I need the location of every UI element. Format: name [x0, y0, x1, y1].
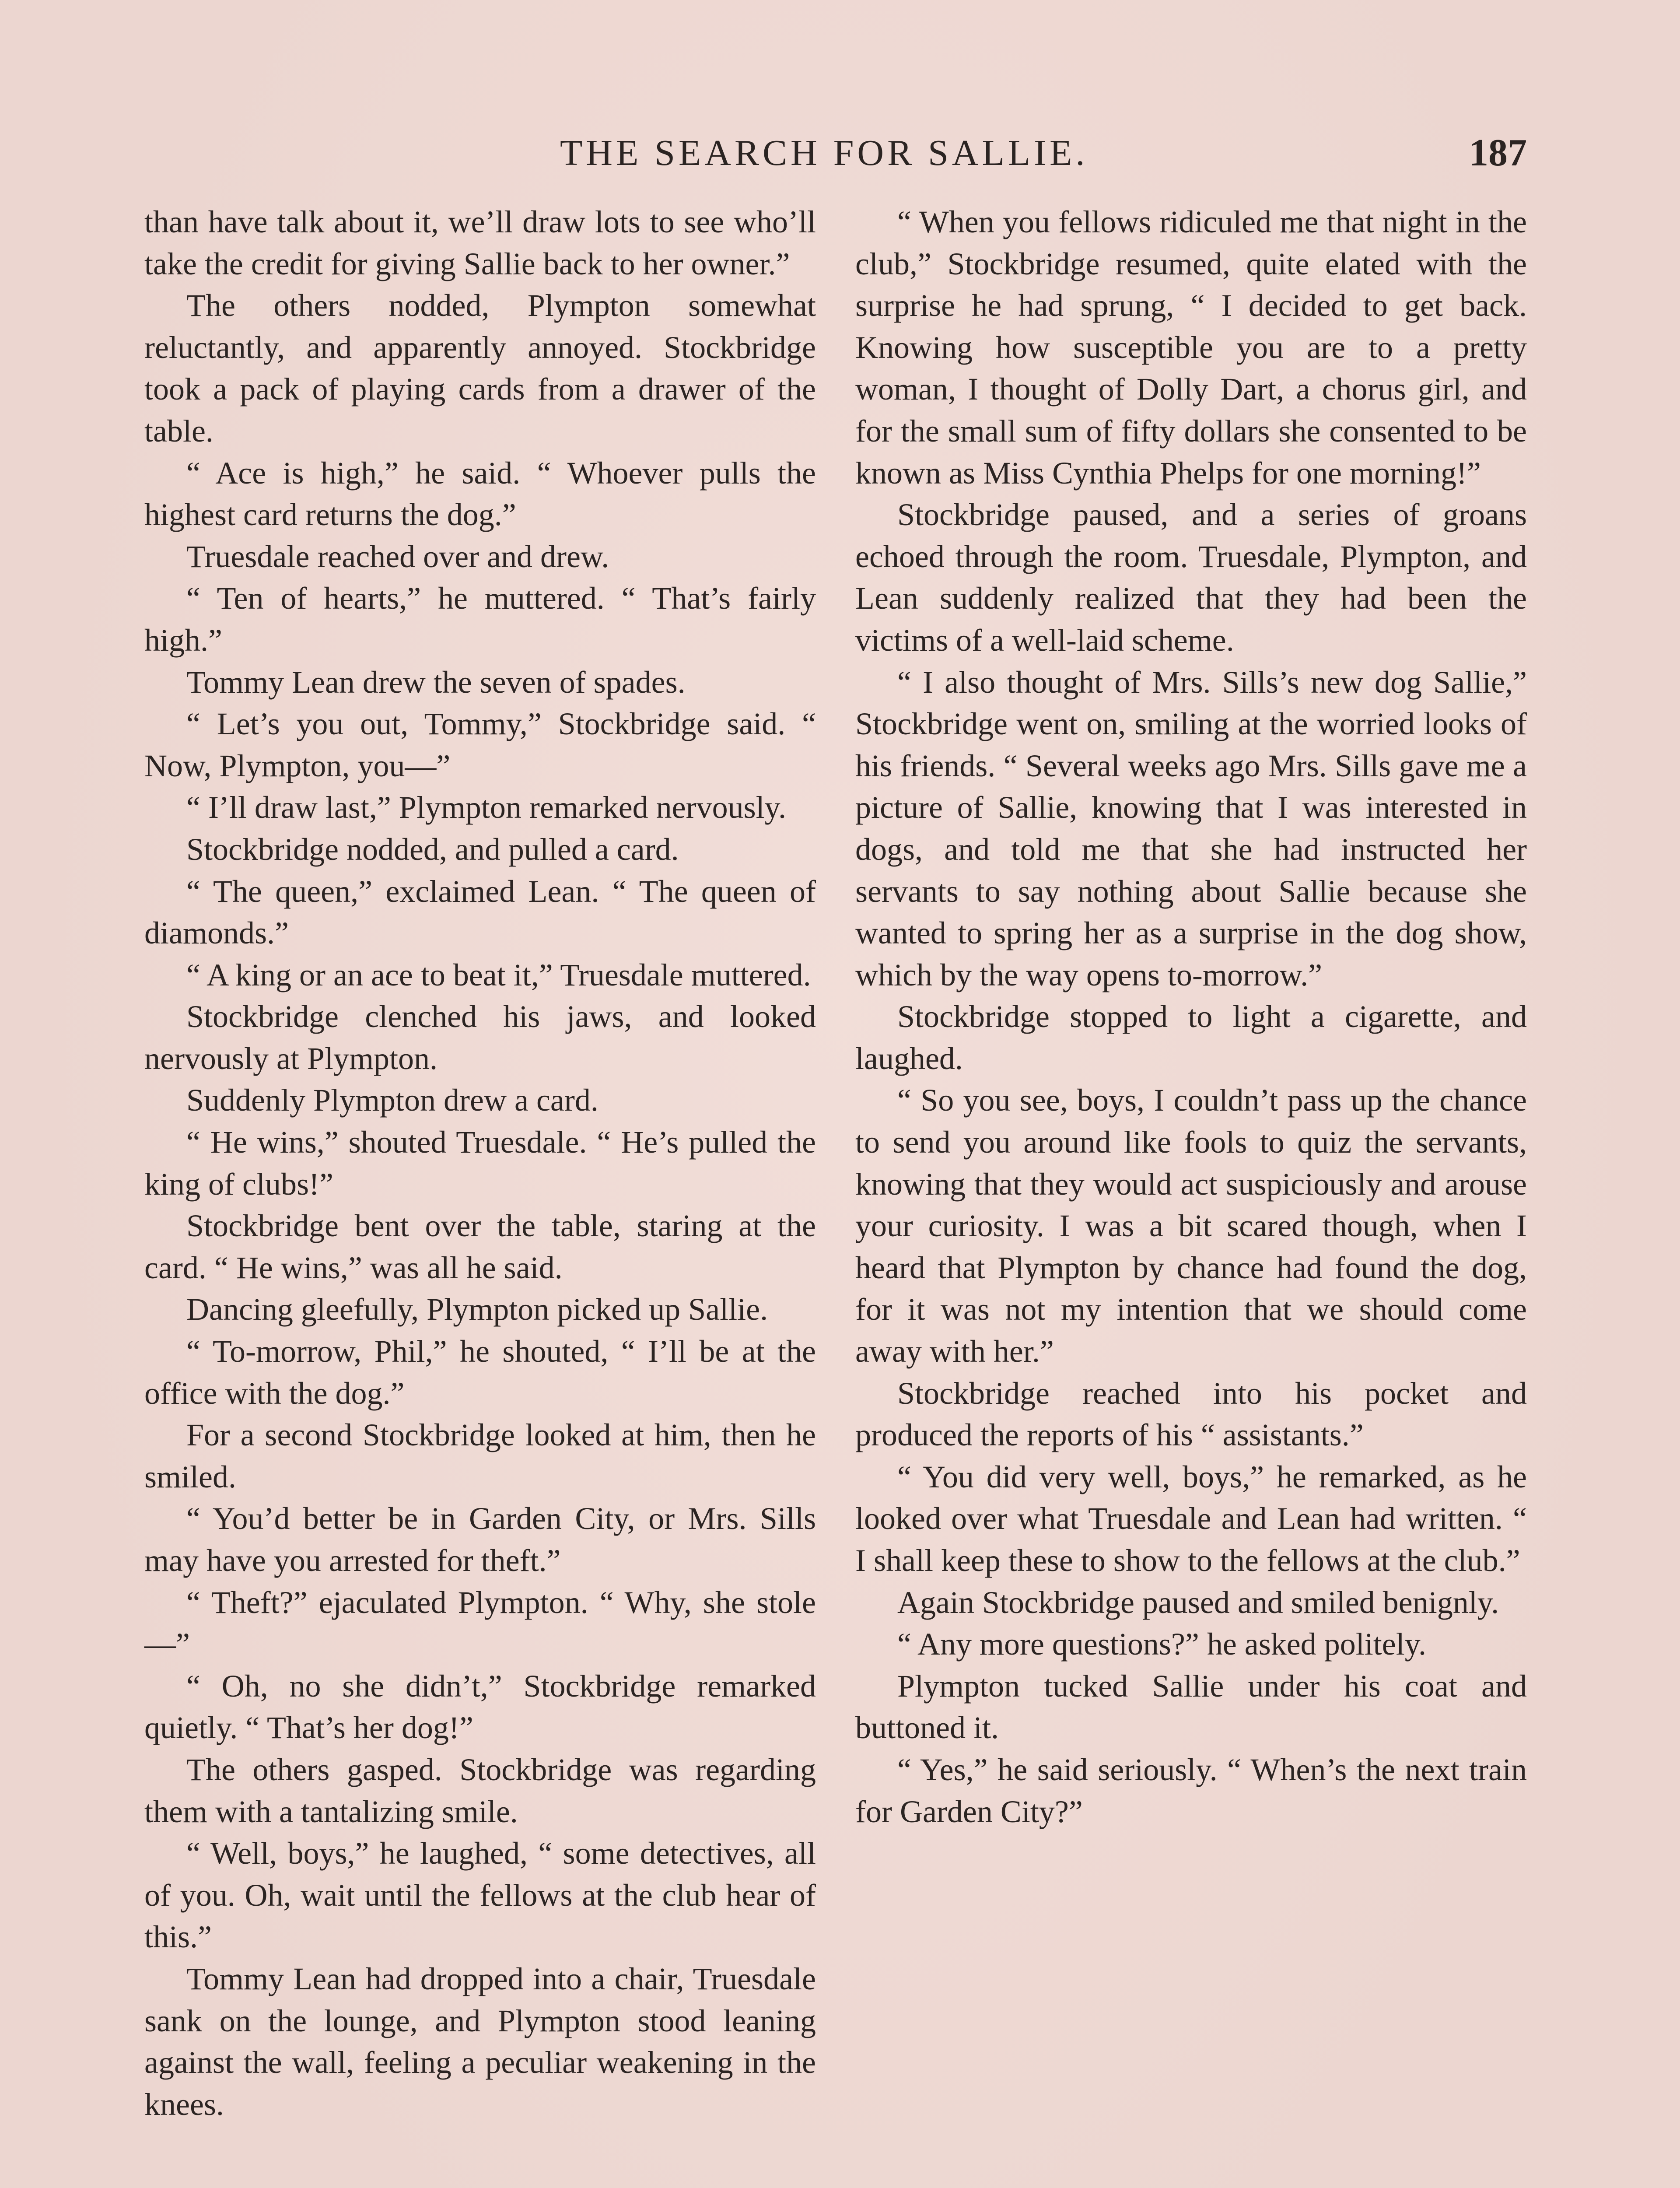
paragraph: “ I’ll draw last,” Plympton remarked nervously. — [186, 790, 786, 825]
paragraph: than have talk about it, we’ll draw lots to see who’ll take the credit for giving Sallie back to her owner.” — [144, 204, 816, 281]
paragraph: Stockbridge clenched his jaws, and looked nervously at Plympton. — [144, 999, 816, 1076]
right-column — [855, 201, 1527, 1833]
paragraph: “ You’d better be in Garden City, or Mrs. Sills may have you arrested for theft.” — [144, 1501, 816, 1578]
paragraph: “ The queen,” exclaimed Lean. “ The queen of diamonds.” — [144, 873, 816, 951]
paragraph: “ You did very well, boys,” he remarked, as he looked over what Truesdale and Lean had written. “ I shall keep these to show to the fellows at the club.” — [855, 1459, 1527, 1578]
left-column — [144, 201, 816, 2125]
paragraph: The others gasped. Stockbridge was regarding them with a tantalizing smile. — [144, 1752, 816, 1829]
paragraph: Again Stockbridge paused and smiled benignly. — [897, 1585, 1499, 1620]
paragraph: Plympton tucked Sallie under his coat and buttoned it. — [855, 1668, 1527, 1746]
paragraph: “ Well, boys,” he laughed, “ some detectives, all of you. Oh, wait until the fellows at the club hear of this.” — [144, 1836, 816, 1955]
paragraph: Tommy Lean had dropped into a chair, Truesdale sank on the lounge, and Plympton stood leaning against the wall, feeling a peculiar weakening in the knees. — [144, 1961, 816, 2122]
paragraph: “ Any more questions?” he asked politely. — [897, 1627, 1427, 1662]
paragraph: Stockbridge reached into his pocket and produced the reports of his “ assistants.” — [855, 1375, 1527, 1453]
paragraph: Suddenly Plympton drew a card. — [186, 1083, 598, 1118]
paragraph: “ I also thought of Mrs. Sills’s new dog Sallie,” Stockbridge went on, smiling at the worried looks of his friends. “ Several weeks ago Mrs. Sills gave me a picture of Sallie, knowing that I was interested in dogs, and told me that she had instructed her servants to say nothing about Sallie because she wanted to spring her as a surprise in the dog show, which by the way opens to-morrow.” — [855, 664, 1527, 992]
paragraph: For a second Stockbridge looked at him, then he smiled. — [144, 1417, 816, 1494]
running-title: THE SEARCH FOR SALLIE. — [560, 133, 1088, 173]
paragraph: “ When you fellows ridiculed me that night in the club,” Stockbridge resumed, quite elated with the surprise he had sprung, “ I decided to get back. Knowing how susceptible you are to a pretty woman, I thought of Dolly Dart, a chorus girl, and for the small sum of fifty dollars she consented to be known as Miss Cynthia Phelps for one morning!” — [855, 204, 1527, 491]
paragraph: “ Yes,” he said seriously. “ When’s the next train for Garden City?” — [855, 1752, 1527, 1829]
page-header — [149, 127, 1527, 184]
paragraph: “ Oh, no she didn’t,” Stockbridge remarked quietly. “ That’s her dog!” — [144, 1668, 816, 1746]
paragraph: The others nodded, Plympton somewhat reluctantly, and apparently annoyed. Stockbridge took a pack of playing cards from a drawer of the table. — [144, 288, 816, 449]
paragraph: “ Ten of hearts,” he muttered. “ That’s fairly high.” — [144, 581, 816, 658]
paragraph: Dancing gleefully, Plympton picked up Sallie. — [186, 1292, 768, 1327]
paragraph: “ So you see, boys, I couldn’t pass up the chance to send you around like fools to quiz the servants, knowing that they would act suspiciously and arouse your curiosity. I was a bit scared though, when I heard that Plympton by chance had found the dog, for it was not my intention that we should come away with her.” — [855, 1083, 1527, 1369]
page-number: 187 — [1469, 132, 1527, 174]
paragraph: Tommy Lean drew the seven of spades. — [186, 664, 686, 700]
paragraph: “ He wins,” shouted Truesdale. “ He’s pulled the king of clubs!” — [144, 1125, 816, 1202]
paragraph: “ Ace is high,” he said. “ Whoever pulls the highest card returns the dog.” — [144, 455, 816, 533]
paragraph: “ Let’s you out, Tommy,” Stockbridge said. “ Now, Plympton, you—” — [144, 706, 816, 783]
paragraph: “ Theft?” ejaculated Plympton. “ Why, she stole—” — [144, 1585, 816, 1662]
paragraph: “ A king or an ace to beat it,” Truesdale muttered. — [186, 957, 811, 992]
paragraph: “ To-morrow, Phil,” he shouted, “ I’ll be at the office with the dog.” — [144, 1334, 816, 1411]
paragraph: Truesdale reached over and drew. — [186, 539, 609, 574]
paragraph: Stockbridge paused, and a series of groans echoed through the room. Truesdale, Plympton, and Lean suddenly realized that they had been the victims of a well-laid scheme. — [855, 497, 1527, 658]
paragraph: Stockbridge stopped to light a cigarette, and laughed. — [855, 999, 1527, 1076]
paragraph: Stockbridge bent over the table, staring at the card. “ He wins,” was all he said. — [144, 1208, 816, 1285]
paragraph: Stockbridge nodded, and pulled a card. — [186, 831, 679, 867]
